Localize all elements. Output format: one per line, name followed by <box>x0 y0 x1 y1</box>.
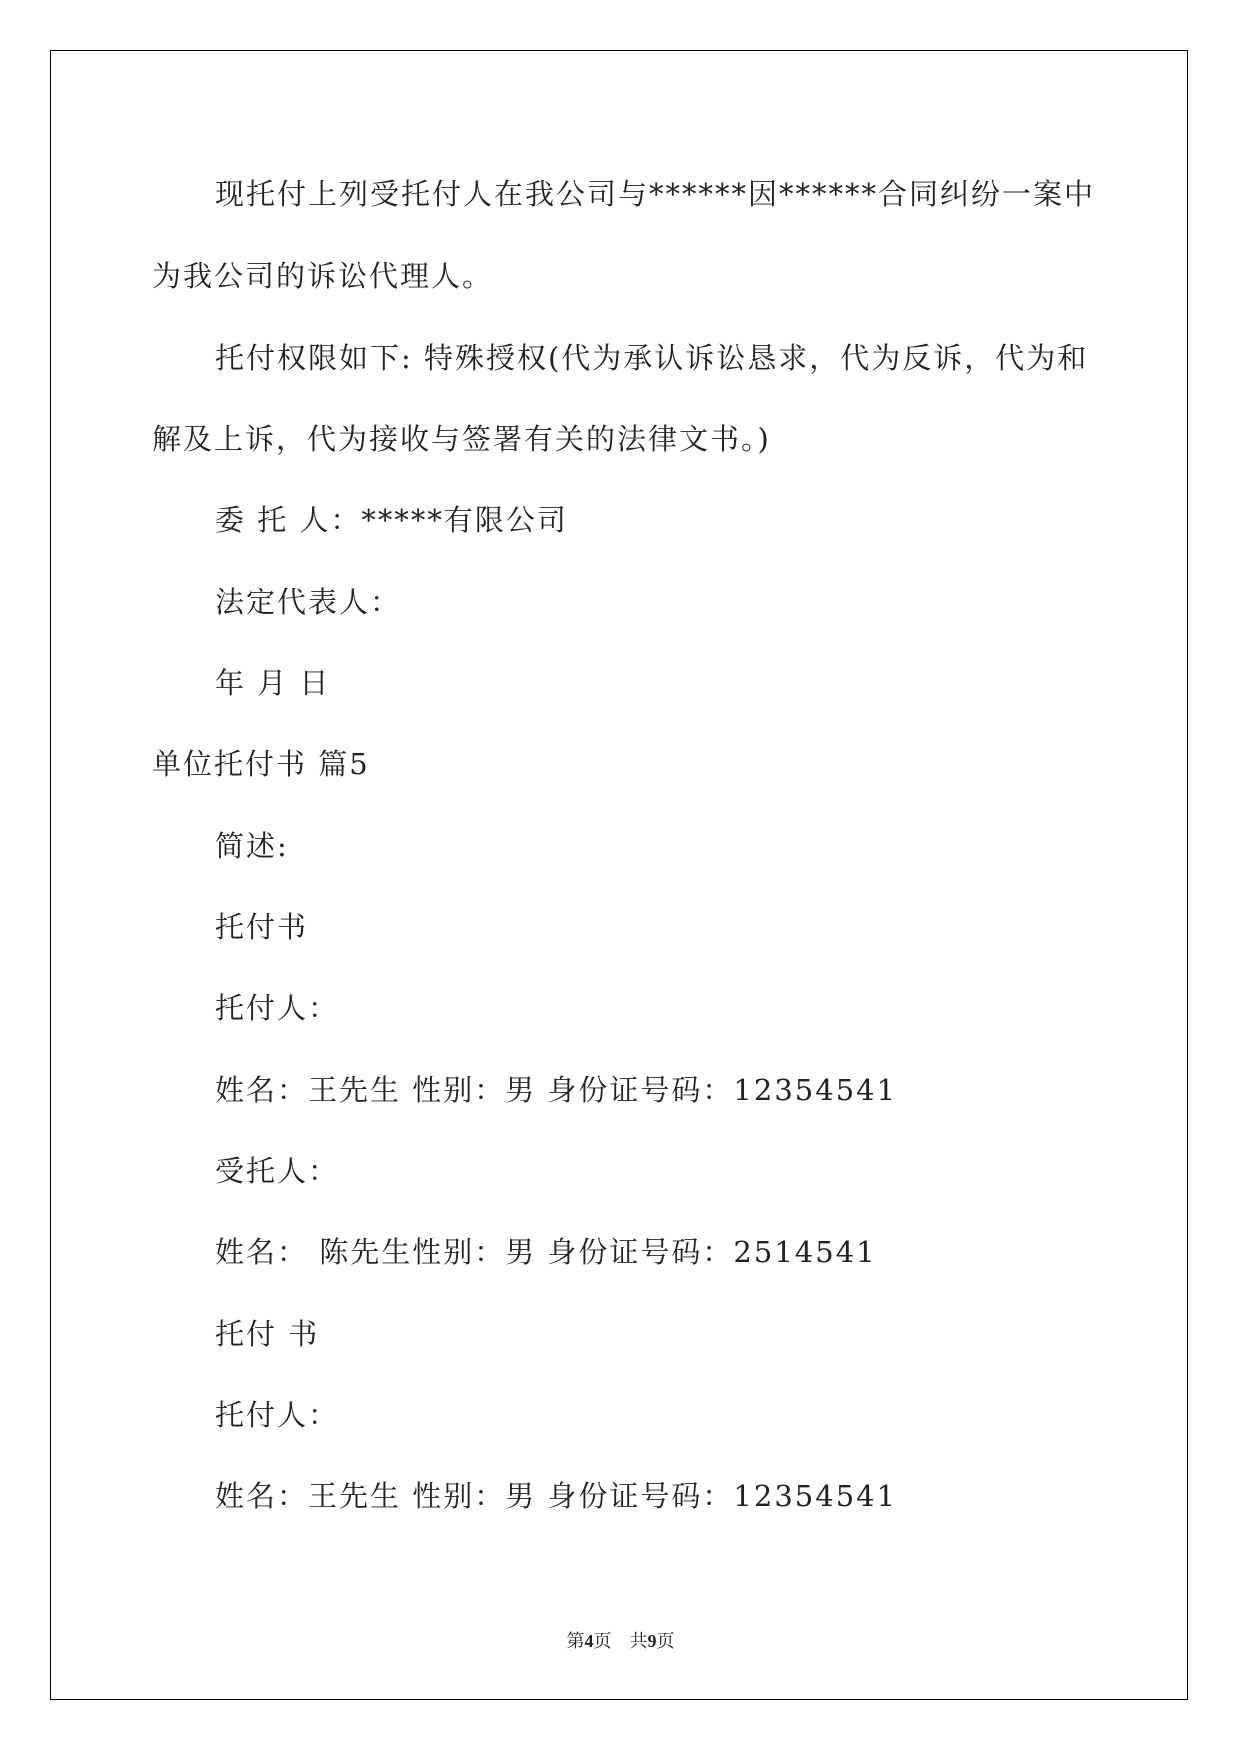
principal-label: 托付人： <box>215 991 340 1025</box>
footer-suffix: 页 <box>656 1631 675 1652</box>
page-footer <box>0 1627 1241 1653</box>
page-border <box>50 50 1188 1700</box>
principal-info: 姓名：王先生 性别：男 身份证号码：12354541 <box>215 1479 898 1513</box>
summary-label: 简述: <box>215 829 289 863</box>
footer-mid: 页 共 <box>593 1631 648 1652</box>
section-heading: 单位托付书 篇5 <box>152 747 370 781</box>
paragraph-line: 托付权限如下: 特殊授权(代为承认诉讼恳求，代为反诉，代为和 <box>215 341 1089 375</box>
principal-label: 托付人： <box>215 1398 340 1432</box>
paragraph-line: 现托付上列受托付人在我公司与******因******合同纠纷一案中 <box>215 177 1096 211</box>
document-title: 托付 书 <box>215 1317 320 1351</box>
paragraph-line: 为我公司的诉讼代理人。 <box>152 259 494 293</box>
principal-info: 姓名：王先生 性别：男 身份证号码：12354541 <box>215 1073 898 1107</box>
paragraph-line: 解及上诉，代为接收与签署有关的法律文书。) <box>152 422 771 456</box>
legal-representative-line: 法定代表人： <box>215 585 402 619</box>
principal-line: 委 托 人：*****有限公司 <box>215 503 568 537</box>
current-page-number: 4 <box>584 1631 594 1651</box>
document-title: 托付书 <box>215 910 309 944</box>
agent-info: 姓名： 陈先生性别：男 身份证号码：2514541 <box>215 1235 877 1269</box>
footer-prefix: 第 <box>566 1631 585 1652</box>
date-line: 年 月 日 <box>215 666 331 700</box>
agent-label: 受托人： <box>215 1154 340 1188</box>
total-pages-number: 9 <box>647 1631 657 1651</box>
